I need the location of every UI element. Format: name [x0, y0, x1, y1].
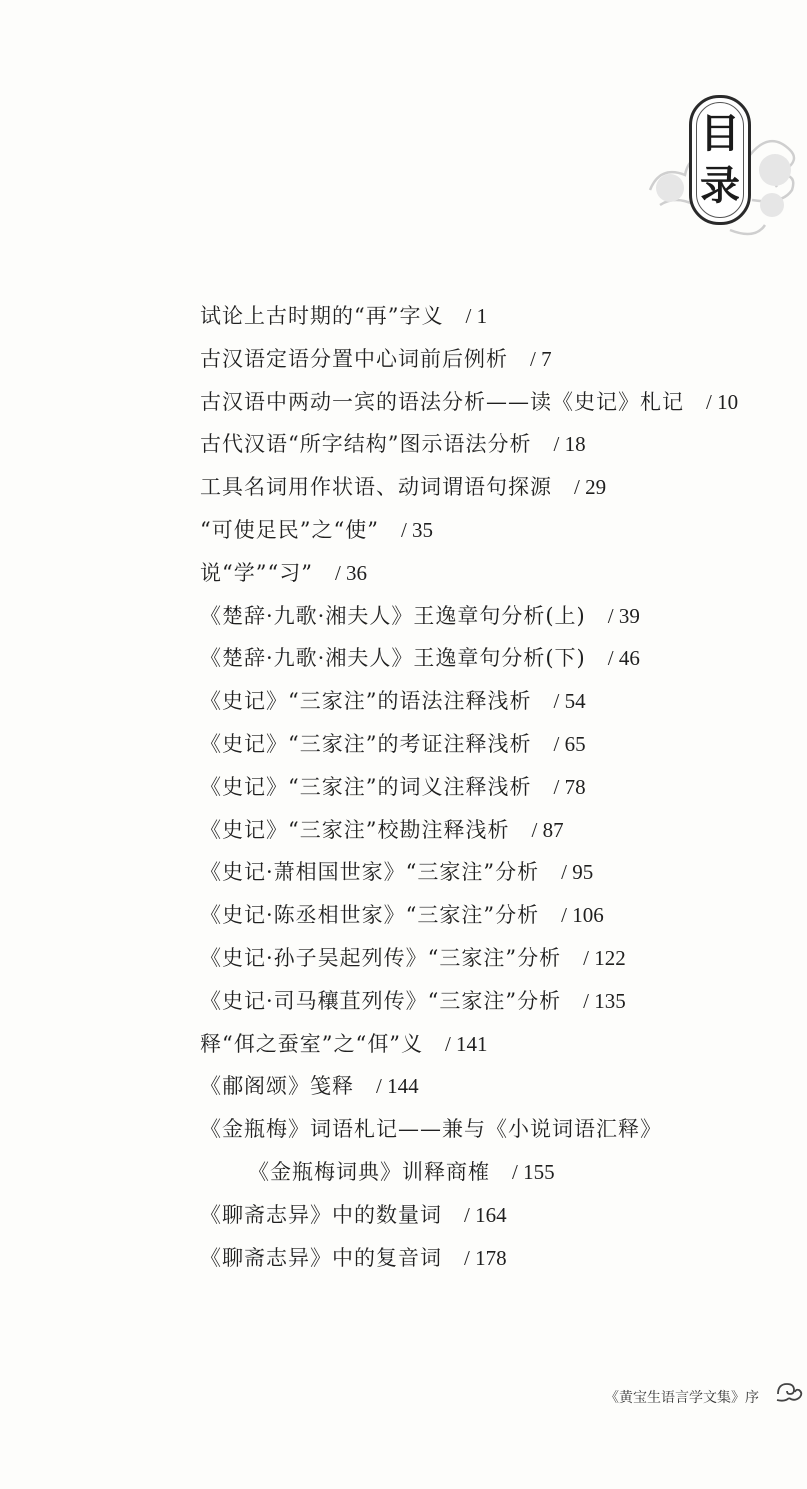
toc-entry-page: / 29 [574, 475, 607, 500]
toc-entry-page: / 10 [706, 389, 739, 414]
table-of-contents [200, 295, 738, 1279]
toc-entry-page: / 39 [607, 603, 640, 628]
toc-entry-page: / 135 [583, 988, 626, 1013]
toc-entry-title: 《楚辞·九歌·湘夫人》王逸章句分析(下) [200, 646, 586, 671]
toc-entry-page: / 155 [512, 1159, 555, 1184]
toc-entry-title: 《史记》“三家注”校勘注释浅析 [200, 817, 510, 842]
toc-entry-title: 《史记》“三家注”的考证注释浅析 [200, 731, 532, 756]
toc-entry[interactable] [200, 466, 738, 509]
toc-entry-title: 工具名词用作状语、动词谓语句探源 [200, 475, 552, 500]
toc-entry-page: / 35 [400, 517, 434, 542]
toc-entry[interactable] [200, 1194, 738, 1237]
toc-entry[interactable] [200, 980, 738, 1023]
toc-entry[interactable] [200, 723, 738, 766]
toc-entry-title: 试论上古时期的“再”字义 [200, 304, 444, 328]
toc-entry-title: 古汉语中两动一宾的语法分析——读《史记》札记 [200, 389, 684, 414]
toc-entry[interactable] [200, 637, 738, 680]
toc-entry[interactable] [200, 381, 738, 424]
toc-entry-page: / 164 [464, 1202, 507, 1227]
toc-entry[interactable] [200, 809, 738, 852]
toc-entry[interactable] [200, 595, 738, 638]
toc-entry-title: 《金瓶梅词典》训释商榷 [248, 1159, 490, 1184]
toc-entry[interactable] [200, 851, 738, 894]
toc-heading-badge [689, 95, 751, 225]
toc-entry-page: / 46 [607, 646, 640, 671]
toc-entry-title: 《史记·萧相国世家》“三家注”分析 [200, 860, 540, 885]
toc-entry-title: “可使足民”之“使” [200, 517, 379, 542]
toc-entry-title: 《史记》“三家注”的词义注释浅析 [200, 774, 532, 799]
toc-entry[interactable] [200, 1023, 738, 1066]
toc-entry-page: / 141 [444, 1031, 488, 1056]
toc-entry-title: 《楚辞·九歌·湘夫人》王逸章句分析(上) [200, 603, 586, 628]
toc-heading-char-2: 录 [700, 162, 740, 209]
toc-entry-page: / 1 [465, 304, 488, 328]
toc-entry-title: 古代汉语“所字结构”图示语法分析 [200, 432, 532, 457]
toc-entry-title: 释“佴之蚕室”之“佴”义 [200, 1031, 423, 1056]
toc-entry[interactable] [200, 552, 738, 595]
toc-entry[interactable] [200, 766, 738, 809]
toc-entry-page: / 78 [553, 774, 586, 799]
toc-entry[interactable] [200, 423, 738, 466]
toc-entry[interactable] [200, 1237, 738, 1280]
toc-entry-page: / 178 [464, 1245, 507, 1270]
toc-entry[interactable] [200, 937, 738, 980]
toc-entry-page: / 18 [553, 432, 586, 457]
toc-entry[interactable] [200, 509, 738, 552]
toc-entry[interactable] [200, 894, 738, 937]
running-footer: 《黄宝生语言学文集》序 [605, 1390, 759, 1406]
toc-entry-page: / 65 [553, 731, 586, 756]
toc-entry-title: 《聊斋志异》中的数量词 [200, 1202, 442, 1227]
toc-entry-page: / 36 [334, 560, 368, 585]
cloud-scroll-icon [775, 1378, 805, 1404]
toc-entry-title: 《史记·孙子吴起列传》“三家注”分析 [200, 945, 562, 970]
toc-entry-title: 《金瓶梅》词语札记——兼与《小说词语汇释》 [200, 1117, 662, 1142]
toc-entry-page: / 95 [561, 860, 594, 885]
toc-entry-title: 古汉语定语分置中心词前后例析 [200, 346, 508, 371]
toc-entry-page: / 7 [530, 346, 552, 371]
toc-entry[interactable] [200, 680, 738, 723]
toc-entry[interactable] [200, 338, 738, 381]
toc-entry-title: 《聊斋志异》中的复音词 [200, 1245, 442, 1270]
toc-entry-title: 《史记》“三家注”的语法注释浅析 [200, 689, 532, 714]
toc-heading-char-1: 目 [700, 110, 740, 157]
toc-entry-page: / 106 [561, 903, 604, 928]
toc-entry-title: 说“学”“习” [200, 560, 313, 585]
toc-entry-page: / 54 [553, 689, 586, 714]
toc-entry-page: / 87 [531, 817, 564, 842]
toc-entry-title: 《史记·司马穰苴列传》“三家注”分析 [200, 988, 562, 1013]
toc-entry-title: 《史记·陈丞相世家》“三家注”分析 [200, 903, 540, 928]
toc-entry[interactable] [200, 295, 738, 338]
toc-entry-page: / 122 [583, 945, 626, 970]
toc-entry-continuation[interactable] [200, 1151, 738, 1194]
toc-entry-title: 《郙阁颂》笺释 [200, 1074, 354, 1099]
toc-entry-page: / 144 [376, 1074, 419, 1099]
toc-entry[interactable] [200, 1065, 738, 1108]
toc-entry[interactable] [200, 1108, 738, 1151]
